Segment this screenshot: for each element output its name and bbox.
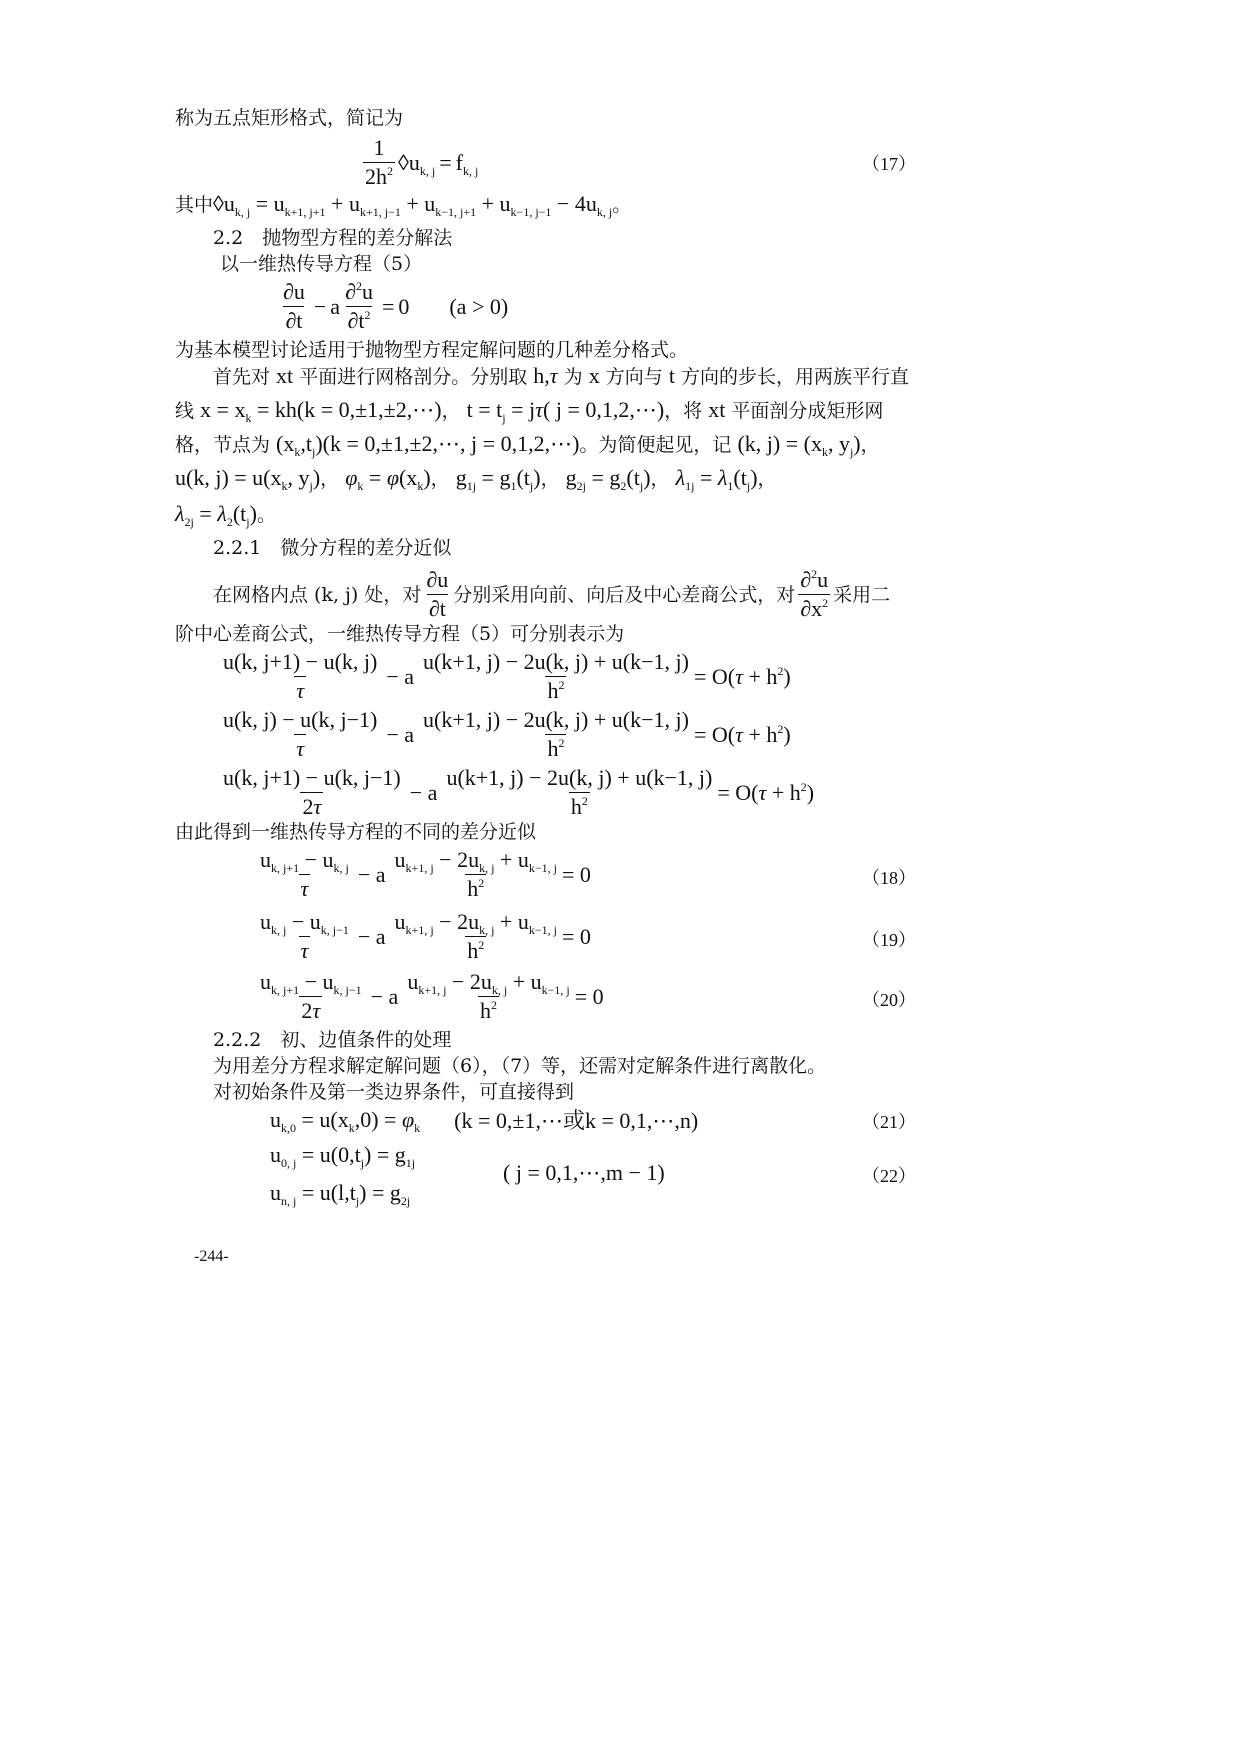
page-number: -244- [194, 1248, 229, 1265]
paragraph-text: 为用差分方程求解定解问题（6），（7）等，还需对定解条件进行离散化。 [213, 1055, 827, 1077]
fraction: $\frac{1}{2h^2}$ [365, 135, 393, 189]
equation-21: $u_{k,0} = u(x_k,0) = \varphi_k$ (k = 0,±1,⋯或k = 0,1,⋯,n) [270, 1106, 699, 1135]
equation-22-line2: $u_{n, j} = u(l,t_j) = g_{2j}$ [270, 1180, 411, 1208]
equation-22-condition: ( j = 0,1,⋯,m − 1) [503, 1160, 665, 1185]
paragraph-text: 阶中心差商公式，一维热传导方程（5）可分别表示为 [175, 623, 625, 645]
approx-backward: $\frac{u(k, j) - u(k, j-1)}{\tau}$ − a $\frac{u(k+1, j) - 2u(k, j) + u(k-1, j)}{h^2}$ = $O(\tau + h^2)$ [223, 707, 791, 761]
equation-number: （22） [862, 1166, 916, 1186]
equation-number: （21） [862, 1112, 916, 1132]
equation-number: （20） [862, 990, 916, 1010]
paragraph-text: 由此得到一维热传导方程的不同的差分近似 [175, 821, 537, 843]
equation-number: （18） [862, 868, 916, 888]
approx-central: $\frac{u(k, j+1) - u(k, j-1)}{2\tau}$ − a $\frac{u(k+1, j) - 2u(k, j) + u(k-1, j)}{h^2}$ = $O(\tau + h^2)$ [223, 765, 815, 819]
paragraph-text: 称为五点矩形格式，简记为 [175, 107, 404, 129]
paragraph-text: 格，节点为 $(x_k,t_j)(k$ = 0,±1,±2,⋯, j = 0,1,2,⋯)。为简便起见，记 (k, $j) = (x_k$, $y_j$)， [175, 431, 880, 459]
equation-17: $\frac{1}{2h^2}$ $◊u_{k, j}$ = $f_{k, j}$ [365, 135, 479, 189]
scheme-18: $\frac{u_{k, j+1} - u_{k, j}}{\tau}$ − a $\frac{u_{k+1, j} - 2u_{k, j} + u_{k-1, j}}{h^2}$ = 0 [260, 847, 591, 901]
paragraph-text: $\lambda_{2j} = \lambda_2(t_j)$。 [175, 501, 276, 529]
equation-17-definition: 其中$◊u_{k, j} = u_{k+1, j+1} + u_{k+1, j-1} + u_{k-1, j+1} + u_{k-1, j-1} - 4u_{k, j}$。 [175, 191, 632, 219]
section-heading-2-2-2: 2.2.2 初、边值条件的处理 [213, 1029, 452, 1051]
paragraph-text: 线 $x = x_k = kh(k$ = 0,±1,±2,⋯)， $t = t_j = j\tau$( j = 0,1,2,⋯)，将 xt 平面剖分成矩形网 [175, 397, 884, 425]
approx-forward: $\frac{u(k, j+1) - u(k, j)}{\tau}$ − a $\frac{u(k+1, j) - 2u(k, j) + u(k-1, j)}{h^2}$ = $O(\tau + h^2)$ [223, 649, 791, 703]
section-heading-2-2-1: 2.2.1 微分方程的差分近似 [213, 537, 452, 559]
paragraph-text: 为基本模型讨论适用于抛物型方程定解问题的几种差分格式。 [175, 339, 689, 361]
scheme-20: $\frac{u_{k, j+1} - u_{k, j-1}}{2\tau}$ − a $\frac{u_{k+1, j} - 2u_{k, j} + u_{k-1, j}}{h^2}$ = 0 [260, 969, 604, 1023]
paragraph-text: 以一维热传导方程（5） [220, 253, 423, 275]
scheme-19: $\frac{u_{k, j} - u_{k, j-1}}{\tau}$ − a $\frac{u_{k+1, j} - 2u_{k, j} + u_{k-1, j}}{h^2}$ = 0 [260, 909, 591, 963]
paragraph-text: u(k, $j) = u(x_k$, $y_j$)， $\varphi_k = \varphi(x_k)$， $g_{1j} = g_1(t_j)$， $g_{2j} = g_2(t_j)$， $\lambda_{1j} = \lambda_1(t_j)$， [175, 465, 777, 493]
equation-heat: $\frac{\partial u}{\partial t}$ − a $\frac{\partial^2u}{\partial t^2}$ = 0 (a > 0) [283, 279, 509, 333]
equation-number: （17） [862, 154, 916, 174]
equation-22-line1: $u_{0, j} = u(0,t_j) = g_{1j}$ [270, 1142, 416, 1170]
equation-number: （19） [862, 930, 916, 950]
paragraph-text: 首先对 xt 平面进行网格剖分。分别取 h,τ 为 x 方向与 t 方向的步长，用两族平行直 [213, 363, 909, 388]
section-heading-2-2: 2.2 抛物型方程的差分解法 [213, 227, 453, 249]
paragraph-text: 在网格内点 (k, j) 处，对 $\frac{\partial u}{\partial t}$ 分别采用向前、向后及中心差商公式，对 $\frac{\partial^2u}{\partial x^2}$ 采用二 [213, 567, 891, 621]
paragraph-text: 对初始条件及第一类边界条件，可直接得到 [213, 1081, 575, 1103]
